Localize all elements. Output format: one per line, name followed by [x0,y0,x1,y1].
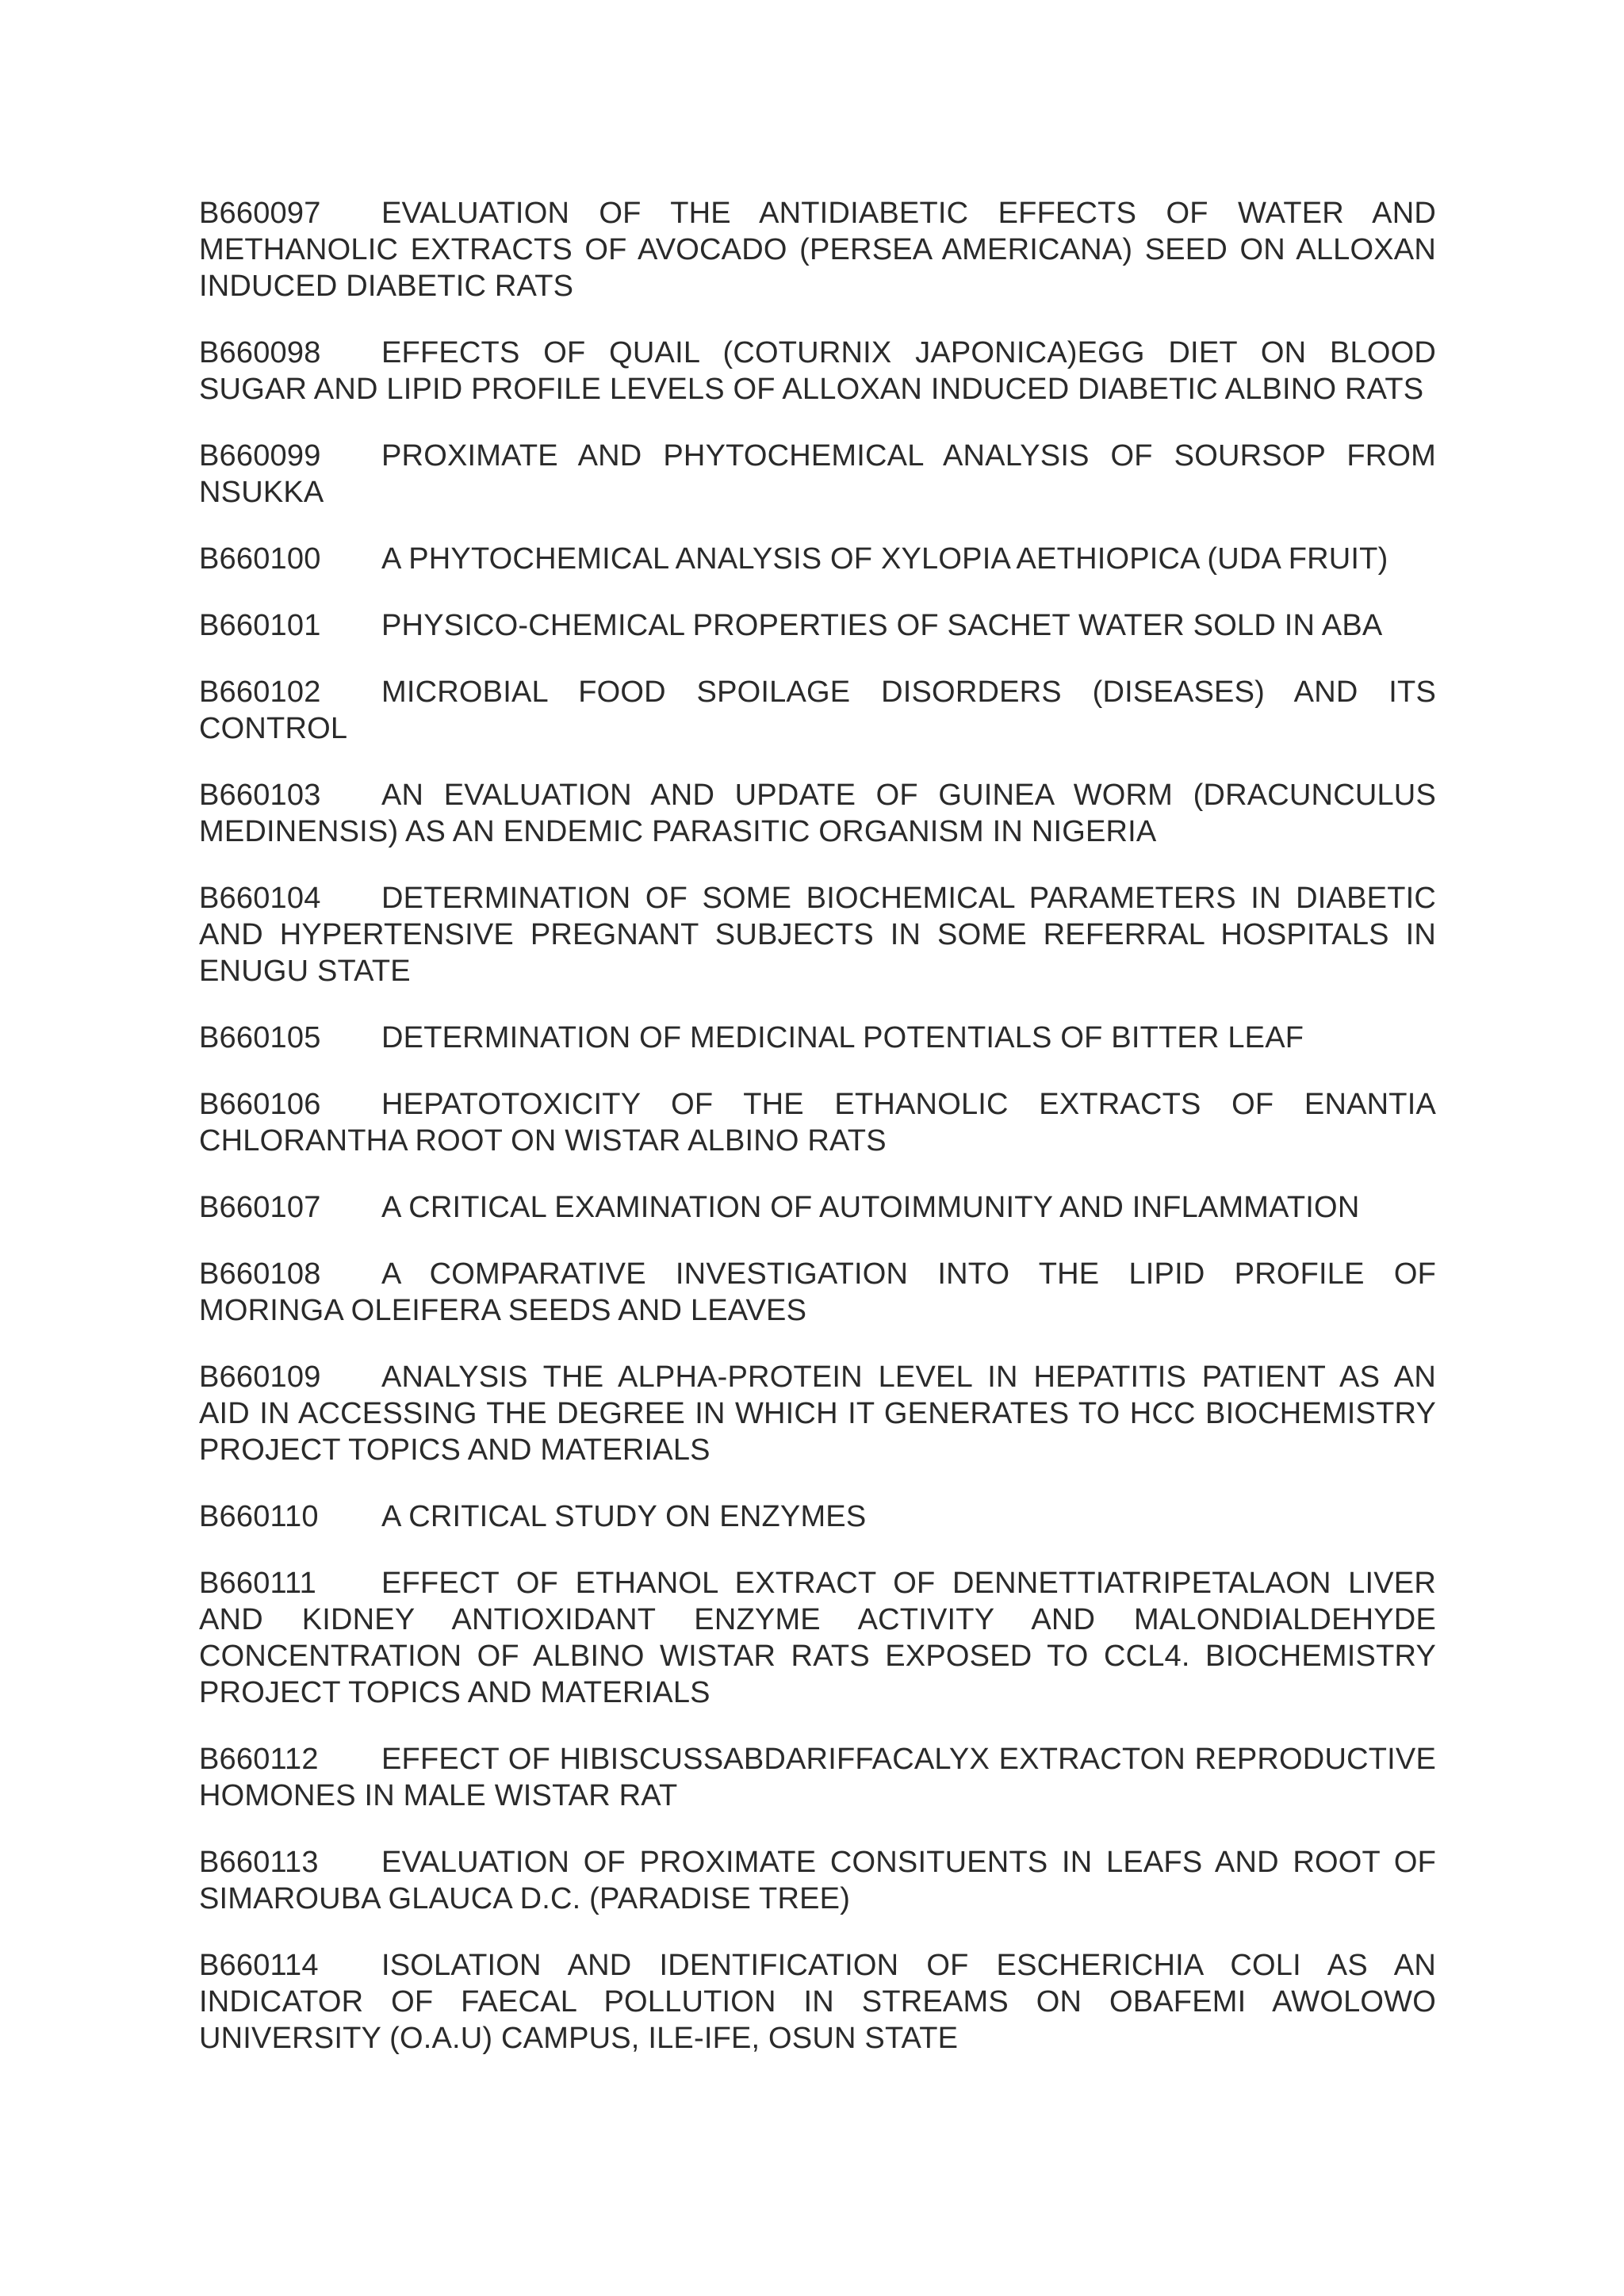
project-code: B660105 [199,1021,321,1054]
project-title: A PHYTOCHEMICAL ANALYSIS OF XYLOPIA AETHIOPICA (UDA FRUIT) [381,542,1388,576]
project-code: B660111 [199,1567,316,1600]
project-title: DETERMINATION OF SOME BIOCHEMICAL PARAMETERS IN DIABETIC AND HYPERTENSIVE PREGNANT SUBJECTS IN SOME REFERRAL HOSPITALS IN ENUGU STATE [199,882,1436,988]
project-code: B660097 [199,197,321,230]
project-title: PROXIMATE AND PHYTOCHEMICAL ANALYSIS OF SOURSOP FROM NSUKKA [199,439,1436,509]
project-code: B660098 [199,336,321,369]
list-item [199,438,1436,511]
list-item [199,1844,1436,1917]
project-code: B660102 [199,675,321,709]
list-item [199,1498,1436,1535]
project-code: B660104 [199,882,321,915]
project-code: B660106 [199,1088,321,1121]
list-item [199,1020,1436,1056]
project-title: PHYSICO-CHEMICAL PROPERTIES OF SACHET WATER SOLD IN ABA [381,609,1383,642]
project-code: B660101 [199,609,321,642]
project-code: B660113 [199,1846,319,1879]
project-title: EVALUATION OF THE ANTIDIABETIC EFFECTS OF WATER AND METHANOLIC EXTRACTS OF AVOCADO (PERSEA AMERICANA) SEED ON ALLOXAN INDUCED DIABETIC RATS [199,197,1436,303]
project-code: B660108 [199,1257,321,1291]
project-title: DETERMINATION OF MEDICINAL POTENTIALS OF BITTER LEAF [381,1021,1304,1054]
list-item [199,880,1436,989]
project-topic-list [199,195,1436,2087]
project-title: ANALYSIS THE ALPHA-PROTEIN LEVEL IN HEPATITIS PATIENT AS AN AID IN ACCESSING THE DEGREE IN WHICH IT GENERATES TO HCC BIOCHEMISTRY PROJECT TOPICS AND MATERIALS [199,1360,1436,1467]
list-item [199,1947,1436,2057]
list-item [199,1256,1436,1329]
project-code: B660109 [199,1360,321,1394]
project-title: ISOLATION AND IDENTIFICATION OF ESCHERICHIA COLI AS AN INDICATOR OF FAECAL POLLUTION IN STREAMS ON OBAFEMI AWOLOWO UNIVERSITY (O.A.U) CAMPUS, ILE-IFE, OSUN STATE [199,1949,1436,2055]
project-code: B660107 [199,1191,321,1224]
list-item [199,1741,1436,1814]
project-title: EFFECTS OF QUAIL (COTURNIX JAPONICA)EGG DIET ON BLOOD SUGAR AND LIPID PROFILE LEVELS OF ALLOXAN INDUCED DIABETIC ALBINO RATS [199,336,1436,406]
list-item [199,541,1436,577]
project-title: MICROBIAL FOOD SPOILAGE DISORDERS (DISEASES) AND ITS CONTROL [199,675,1436,745]
list-item [199,1359,1436,1468]
list-item [199,1565,1436,1711]
project-code: B660112 [199,1743,319,1776]
project-title: A COMPARATIVE INVESTIGATION INTO THE LIPID PROFILE OF MORINGA OLEIFERA SEEDS AND LEAVES [199,1257,1436,1327]
list-item [199,195,1436,304]
list-item [199,1086,1436,1159]
project-code: B660099 [199,439,321,473]
project-code: B660110 [199,1500,319,1533]
project-title: A CRITICAL EXAMINATION OF AUTOIMMUNITY AND INFLAMMATION [381,1191,1360,1224]
project-title: A CRITICAL STUDY ON ENZYMES [381,1500,867,1533]
project-title: AN EVALUATION AND UPDATE OF GUINEA WORM (DRACUNCULUS MEDINENSIS) AS AN ENDEMIC PARASITIC ORGANISM IN NIGERIA [199,779,1436,848]
list-item [199,335,1436,408]
project-code: B660103 [199,779,321,812]
project-title: HEPATOTOXICITY OF THE ETHANOLIC EXTRACTS OF ENANTIA CHLORANTHA ROOT ON WISTAR ALBINO RATS [199,1088,1436,1158]
project-code: B660100 [199,542,321,576]
project-title: EFFECT OF HIBISCUSSABDARIFFACALYX EXTRACTON REPRODUCTIVE HOMONES IN MALE WISTAR RAT [199,1743,1436,1812]
list-item [199,777,1436,850]
project-title: EVALUATION OF PROXIMATE CONSITUENTS IN LEAFS AND ROOT OF SIMAROUBA GLAUCA D.C. (PARADISE TREE) [199,1846,1436,1915]
list-item [199,674,1436,747]
project-code: B660114 [199,1949,319,1982]
list-item [199,1189,1436,1226]
list-item [199,607,1436,644]
project-title: EFFECT OF ETHANOL EXTRACT OF DENNETTIATRIPETALAON LIVER AND KIDNEY ANTIOXIDANT ENZYME ACTIVITY AND MALONDIALDEHYDE CONCENTRATION OF ALBINO WISTAR RATS EXPOSED TO CCL4. BIOCHEMISTRY PROJECT TOPICS AND MATERIALS [199,1567,1436,1709]
